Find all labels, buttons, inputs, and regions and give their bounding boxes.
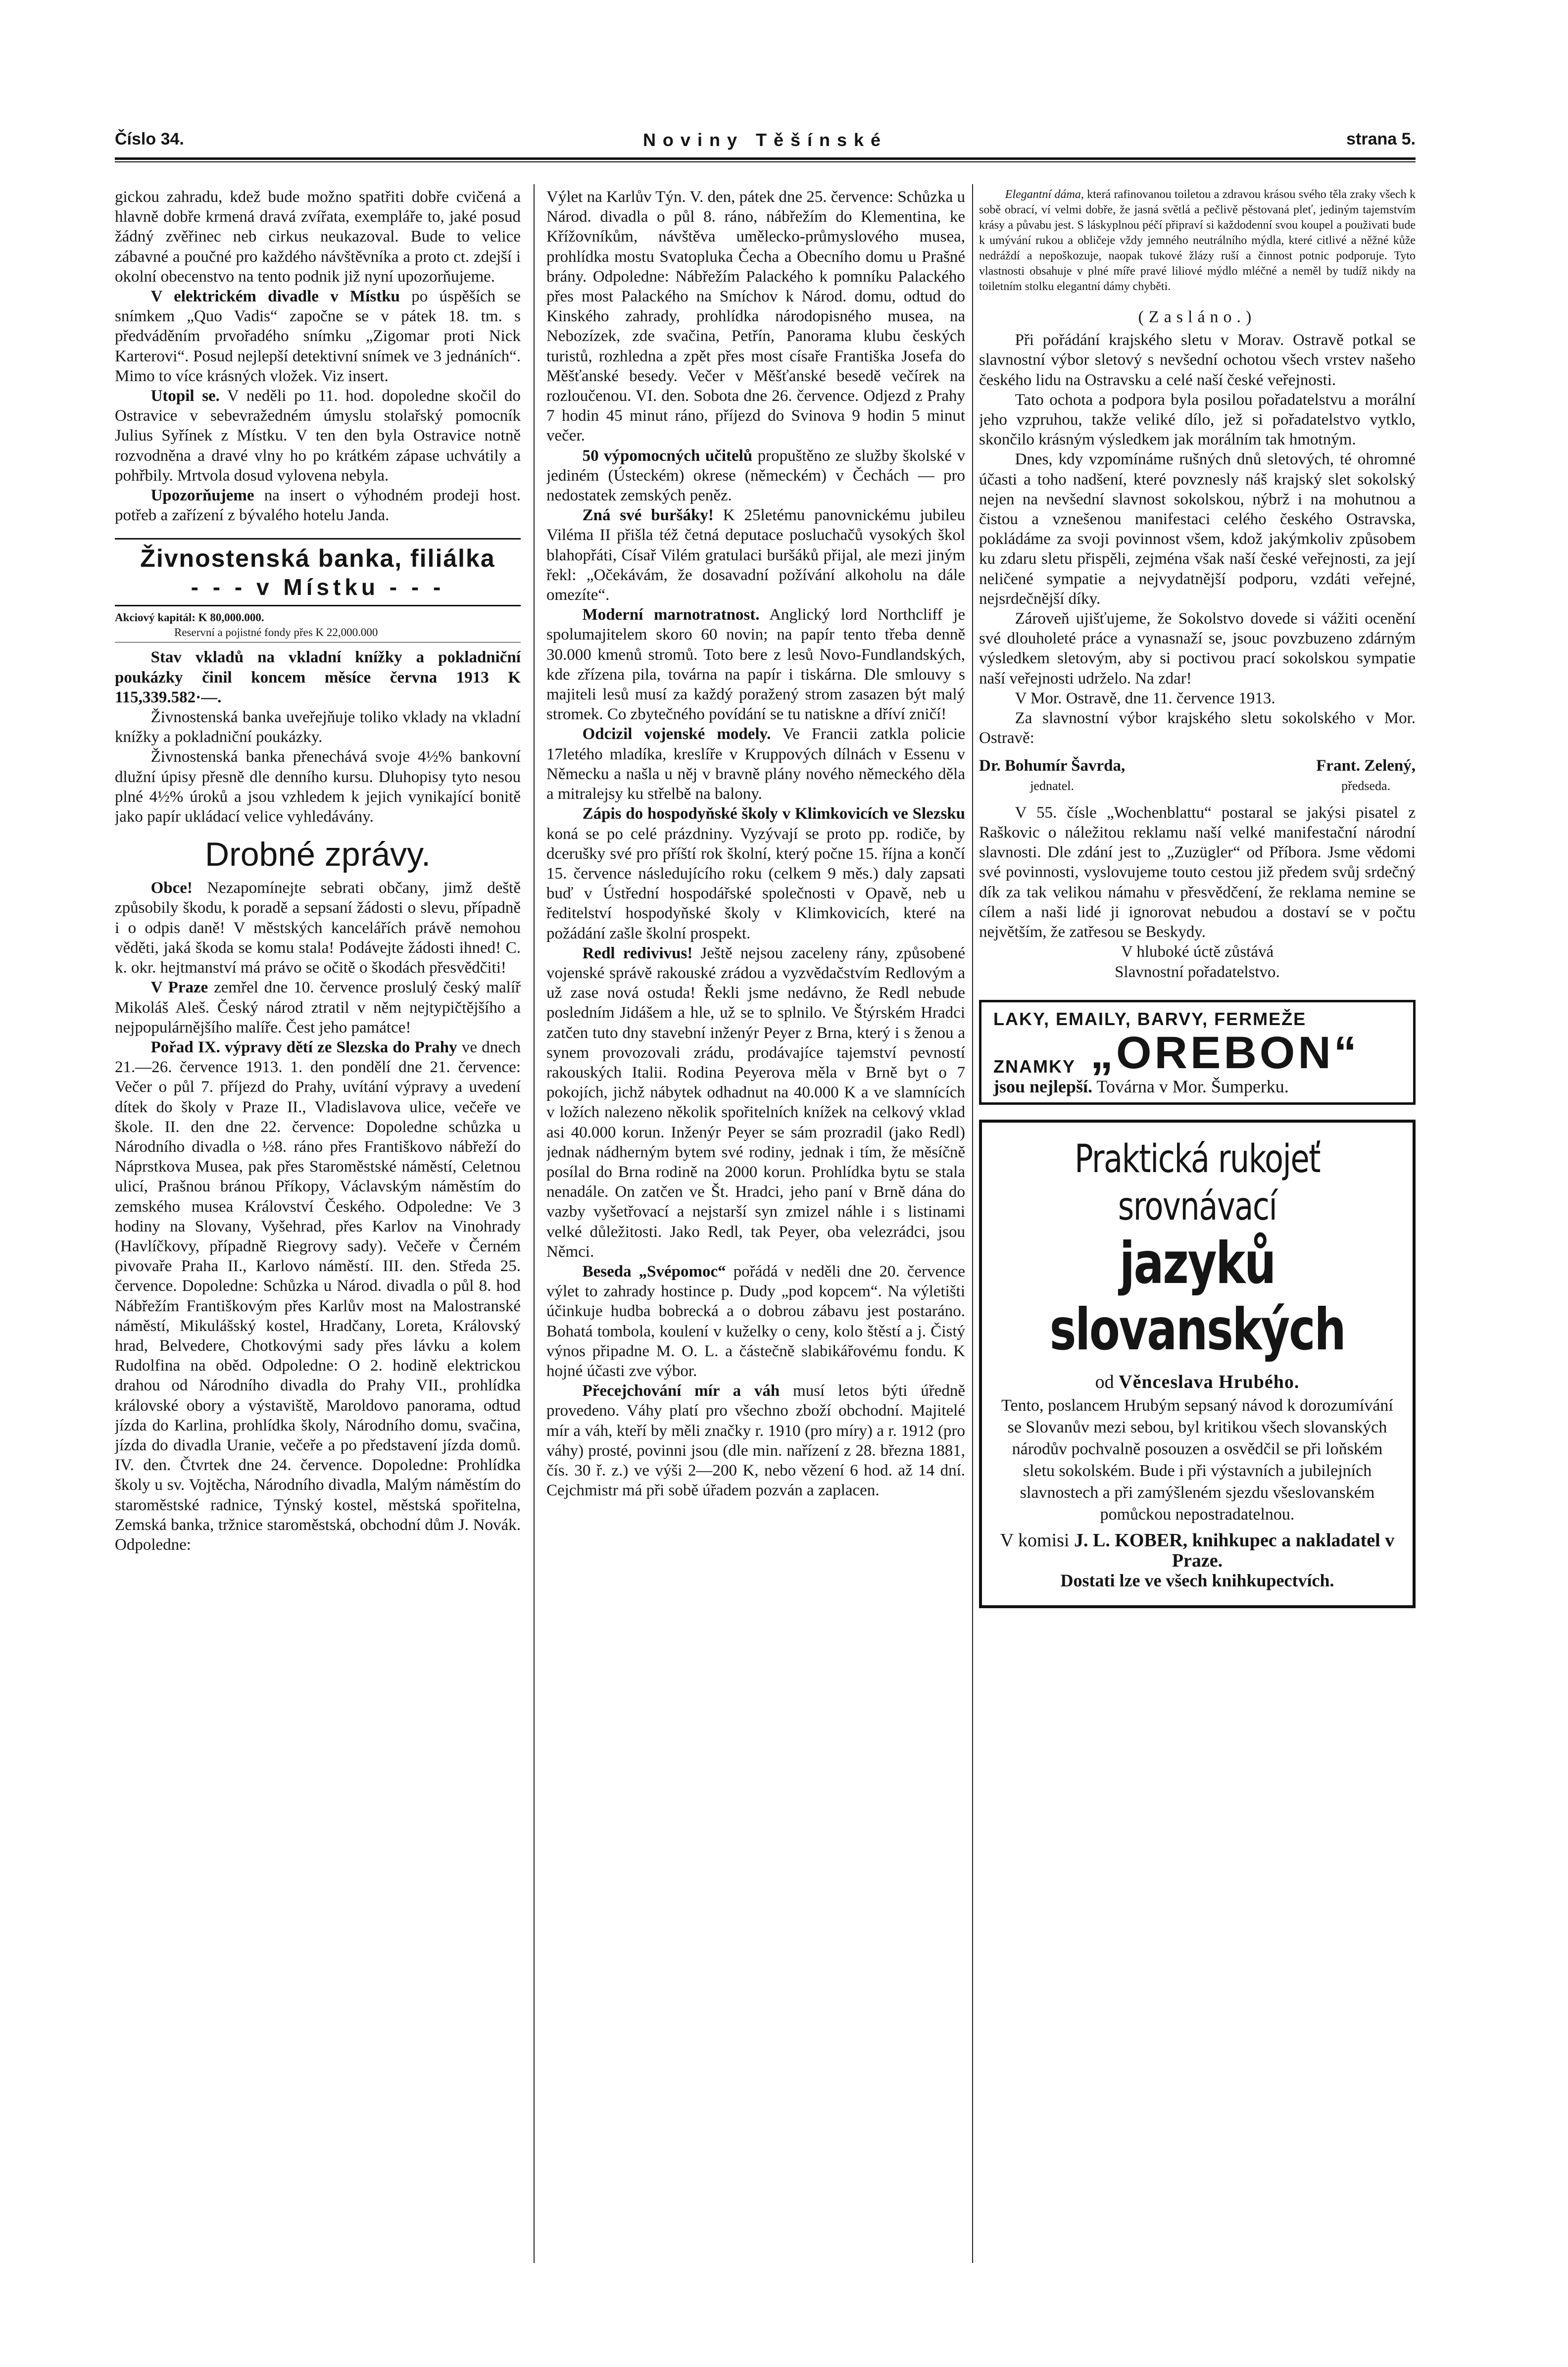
letter-paragraph: Zároveň ujišťujeme, že Sokolstvo dovede si vážiti ocenění své dlouholeté práce a vynasnaží se, jsouc povzbuzeno zdárným výsledkem sletovým, aby si poctivou prací sokolskou sympatie naší veřejnosti udrželo. Na zdar! [979,610,1416,688]
bank-paragraph: Živnostenská banka uveřejňuje toliko vklady na vkladní knížky a pokladniční poukázky. [115,708,521,746]
column-3 [979,187,1416,2261]
signature-name: Frant. Zelený, [1316,757,1416,775]
news-item [115,1037,521,1555]
letter-date: V Mor. Ostravě, dne 11. července 1913. [1015,689,1275,707]
signatures [979,756,1416,795]
bank-paragraph: Živnostenská banka přenechává svoje 4½% bankovní dlužní úpisy přesně dle denního kursu. Dluhopisy tyto nesou plné 4½% úroků a jsou vzhledem k jejich vynikající bonitě jako papír ukládací velice vyhledávány. [115,748,521,826]
bank-subtitle: - - - v Místku - - - [191,574,445,600]
newspaper-title: Noviny Těšínské [642,130,888,150]
section-heading: (Zasláno.) [1138,308,1257,326]
letter-paragraph: Dnes, kdy vzpomínáme rušných dnů sletových, té ohromné účasti a toho nadšení, které povznesly náš krajský slet sokolský nejen na nevšední slavnost sokolskou, nýbrž i na mohutnou a čistou a vznešenou manifestaci celého českého Ostravska, pokládáme za svoji povinnost všem, kdož jakýmkoliv způsobem ku zdaru sletu přispěli, zejména však naší české veřejnosti, za její neličené sympatie a nejvydatnější podporu, vzdáti veřejné, nejsrdečnější díky. [979,450,1416,608]
book-title-line2: jazyků slovanských [1049,1230,1345,1364]
letter-signoff: Za slavnostní výbor krajského sletu sokolského v Mor. Ostravě: [979,709,1416,747]
news-item-text: Anglický lord Northcliff je spolumajitelem skoro 60 novin; na papír tento třeba denně 30.000 kmenů stromů. Toto bere z lesů Novo-Fundlandských, kde zřízena pila, továrna na papír i tiskárna. Dle smlouvy s majiteli lesů musí za každý poražený strom zasazen být malý stromek. Co zbytečného povídání se tu natiskne a dříví zničí! [546,606,965,724]
orebon-advert [979,1000,1416,1105]
news-item-text: zemřel dne 10. července proslulý český malíř Mikoláš Aleš. Český národ ztratil v něm nejtypičtějšího a nejpopulárnějšího malíře. Čest jeho památce! [115,979,521,1036]
article-drowned-lead: Utopil se. [150,387,220,405]
news-item-text: propuštěno ze služby školské v jediném (Ústeckém) okrese (německém) v Čechách — pro nedostatek zemských peněz. [546,446,965,505]
news-item-lead: Zná své buršáky! [582,506,714,525]
orebon-brand-row [993,1029,1401,1077]
signature-role: jednatel. [1030,778,1075,793]
book-author [997,1372,1398,1392]
column-2 [546,187,965,2261]
news-item [546,446,965,506]
bank-rule-top [115,538,521,540]
book-advert [979,1120,1416,1608]
letter-closing: V hluboké úctě zůstává [1121,943,1274,961]
soap-advert [979,187,1416,295]
column-1 [115,187,521,2261]
news-item-text: K 25letému panovnickému jubileu Viléma II přišla též četná deputace posluchačů vysokých škol blahopřáti, Císař Vilém gratulaci buršáků přijal, ale mezi jiným řekl: „Očekávám, že dosavadní požívání alkoholu na dále omezíte“. [546,506,965,604]
issue-number: Číslo 34. [115,130,184,148]
signature-block [979,756,1125,795]
news-item-text: musí letos býti úředně provedeno. Váhy platí pro všechno zboží obchodní. Majitelé mír a váh, kteří by měli značky r. 1910 (pro míry) a r. 1912 (pro váhy) prosté, povinni jsou (dle min. nařízení z 28. března 1881, čís. 30 ř. z.) ve výši 2—200 K, nebo vězení 6 hod. až 14 dní. Cejchmistr má při sobě úřadem pozván a zaplacen. [546,1382,965,1500]
article-drowned [115,386,521,486]
news-item-lead: Zápis do hospodyňské školy v Klimkovicích ve Slezsku [582,805,965,823]
news-item-text: koná se po celé prázdniny. Vyzývají se proto pp. rodiče, by dcerušky své pro příští rok školní, který počne 15. října a končí 15. července následujícího roku (celkem 9 měs.) daly zapsati buď v Ústřední hospodářské společnosti v Opavě, neb u ředitelství hospodyňské školy v Klimkovicích, které na požádání zašle školní prospekt. [546,825,965,942]
bank-rule-bottom [115,605,521,606]
news-item [546,943,965,1262]
header-rule [115,157,1416,160]
bank-capital: Akciový kapitál: K 80,000.000. [115,611,264,624]
news-item: Výlet na Karlův Týn. V. den, pátek dne 25. července: Schůzka u Národ. divadla o půl 8. ráno, nábřežím do Klementina, ke Křížovníkům, návštěva umělecko-průmyslového musea, prohlídka mostu Svatopluka Čecha a Obecního domu u Prašné brány. Odpoledne: Nábřežím Palackého k pomníku Palackého přes most Palackého na Smíchov k Národ. domu, odtud do Kinského zahrady, prohlídka národopisného musea, na Nebozízek, zde svačina, Petřín, Panorama klubu českých turistů, rozhledna a zpět přes most císaře Františka Josefa do Měšťanské besedy. Večer v Měšťanské besedě večírek na rozloučenou. VI. den. Sobota dne 26. července. Odjezd z Prahy 7 hodin 45 minut ráno, příjezd do Svinova 9 hodin 5 minut večer. [546,188,965,445]
news-item [546,724,965,804]
news-item [546,605,965,724]
orebon-tagline [993,1077,1401,1096]
signature-block [1316,756,1416,795]
news-item-lead: Odcizil vojenské modely. [582,725,771,743]
news-item-lead: Moderní marnotratnost. [582,606,760,624]
letter-signature: Slavnostní pořadatelstvo. [1115,963,1280,981]
news-item-lead: Obce! [150,879,193,897]
signature-role: předseda. [1341,778,1391,793]
page-header [115,130,1416,159]
news-item-lead: Beseda „Svépomoc“ [582,1262,726,1281]
article-notice [115,486,521,525]
news-item-text: ve dnech 21.—26. července 1913. 1. den pondělí dne 21. července: Večer o půl 7. příjezd do Prahy, uvítání výpravy a uvedení dítek do školy v Praze II., Vladislavova ulice, večeře ve škole. II. den dne 22. července: Dopoledne schůzka u Národního divadla o ½8. ráno přes Františkovo nábřeží do Náprstkova Musea, pak přes Staroměstské náměstí, Celetnou ulicí, Prašnou bránou Příkopy, Václavským náměstím do zemského musea Království Českého. Odpoledne: Ve 3 hodiny na Slovany, Vyšehrad, přes Karlov na Vinohrady (Havlíčkovy, případně Riegrovy sady). Večeře v Černém pivovaře Praha II., Karlovo náměstí. III. den. Středa 25. července. Dopoledne: Schůzka u Národ. divadla o půl 8. hod Nábřežím Františkovým přes Karlův most na Malostranské náměstí, Mikulášský kostel, Hradčany, Loreta, Královský hrad, Belvedere, Chotkovými sady přes lávku a kolem Rudolfina na oběd. Odpoledne: O 2. hodině elektrickou drahou od Národního divadla do Prahy VII., prohlídka královské obory a výstaviště, Maroldovo panorama, odtud jízda do Karlina, prohlídka školy, Národního domu, svačina, jízda do divadla Uranie, večeře a po představení jízda domů. IV. den. Čtvrtek dne 24. července. Dopoledne: Prohlídka školy u sv. Vojtěcha, Národního divadla, Malým náměstím do staroměstské radnice, Týnský kostel, městská spořitelna, Zemská banka, tržnice staroměstská, obchodní dům J. Novák. Odpoledne: [115,1038,521,1554]
bank-paragraph: Stav vkladů na vkladní knížky a pokladniční poukázky činil koncem měsíce června 1913 K 115,339.582·—. [115,648,521,706]
section-heading: Drobné zprávy. [204,836,431,874]
book-author-name: Věnceslava Hrubého. [1119,1372,1300,1393]
article-notice-text: na insert o výhodném prodeji host. potřeb a zařízení z bývalého hotelu Janda. [115,487,521,525]
news-item [546,505,965,605]
news-item [115,878,521,978]
news-item-text: Ještě nejsou zaceleny rány, způsobené vojenské správě rakouské zrádou a vyzvědačstvím Redlovým a už zase nová ostuda! Řekli jsme nedávno, že Redl nebude posledním Jidášem a hle, už se to splnilo. Ve Štýrském Hradci zatčen tuto dny stavební inženýr Peyer z Brna, který i s ženou a synem provozovali zrádu, prodávajíce tajemství pevností rakouských Italii. Rodina Peyerova měla v Brně byt o 7 pokojích, jichž nábytek odhadnut na 40.000 K a ve slamnících v ložích nalezeno několik spořitelních knížek na celkový vklad asi 40.000 korun. Inženýr Peyer se sám prozradil (jako Redl) jednak nádherným bytem své rodiny, jednak i tím, že měsíčně posílal do Brna rodině na 2000 korun. Prohlídka bytu se stala nenadále. On zatčen ve Št. Hradci, jeho paní v Brně dána do vazby vyšetřovací a nejstarší syn zmizel náhle i s listinami velké důležitosti. Jako Redl, tak Peyer, oba velezrádci, jsou Němci. [546,944,965,1261]
book-description: Tento, poslancem Hrubým sepsaný návod k dorozumívání se Slovanův mezi sebou, byl kritikou všech slovanských národův pochvalně posouzen a osvědčil se při loňském sletu sokolském. Bude i při výstavních a jubilejních slavnostech a při zamýšleném sjezdu všeslovanském pomůckou nepostradatelnou. [1001,1396,1393,1524]
article-zoo: gickou zahradu, kdež bude možno spatřiti dobře cvičená a hlavně dobře krmená dravá zvířata, exempláře to, jaké posud žádný zvěřinec neb cirkus neukazoval. Bude to velice zábavné a poučné pro každého návštěvníka a proto ct. zdejší i okolní obecenstvo na tento podnik již nyní upozorňujeme. [115,188,521,286]
letter-paragraph: Tato ochota a podpora byla posilou pořadatelstvu a morální jeho vzpruhou, takže veliké dílo, jež si pořadatelstvo vytklo, skončilo krásným výsledkem jak morálním tak hmotným. [979,391,1416,449]
letter-paragraph: V 55. čísle „Wochenblattu“ postaral se jakýsi pisatel z Raškovic o náležitou reklamu naší velké manifestační národní slavnosti. Dle zdání jest to „Zuzügler“ od Příbora. Jsme vědomi své povinnosti, vyslovujeme touto cestou již předem svůj srdečný dík za tak velikou námahu v přesvědčení, že reklama nemine se cílem a naši lidé ji ignorovat nebudou a dostaví se v počtu největším, že zatřesou se Beskydy. [979,803,1416,941]
page-number: strana 5. [1346,130,1416,148]
article-cinema-lead: V elektrickém divadle v Místku [150,288,400,306]
soap-advert-text: která rafinovanou toiletou a zdravou krásou svého těla zraky všech k sobě obrací, ví velmi dobře, že jasná světlá a pečlivě pěstovaná pleť, jediným tajemstvím krásy a půvabu jest. S láskyplnou péčí připraví si každodenní svou koupel a použivati bude k umývání rukou a obličeje vždy jemného neutrálního mýdla, které citlivé a něžné kůže nedráždí a nepoškozuje, naopak tukové žlázy ruší a činnost potnic podporuje. Tyto vlastnosti obsahuje v plné míře pravé liliové mýdlo mléčné a neměl by tudíž nikdy na toiletním stolku elegantní dámy chyběti. [979,188,1416,293]
news-item-lead: Přecejchování mír a váh [582,1382,780,1400]
news-item-text: pořádá v neděli dne 20. července výlet to zahrady hostince p. Dudy „pod kopcem“. Na výletišti účinkuje hudba bobrecká a o dobrou zábavu jest postaráno. Bohatá tombola, koulení v kuželky o ceny, kolo štěstí a j. Čistý výnos připadne M. O. L. a částečně slabikářovému fondu. K hojné účasti zve výbor. [546,1262,965,1380]
orebon-products: LAKY, EMAILY, BARVY, FERMEŽE [993,1008,1307,1029]
book-title-line1: Praktická rukojeť srovnávací [1074,1137,1321,1230]
book-availability: Dostati lze ve všech knihkupectvích. [1060,1570,1334,1590]
signature-name: Dr. Bohumír Šavrda, [979,757,1126,775]
soap-advert-lead: Elegantní dáma, [1005,188,1084,201]
column-divider [972,184,973,2263]
news-item-lead: 50 výpomocných učitelů [582,446,753,465]
bank-title: Živnostenská banka, filiálka [140,544,495,573]
article-cinema [115,287,521,386]
article-notice-lead: Upozorňujeme [150,487,254,505]
news-item-text: Nezapomínejte sebrati občany, jimž deště způsobily škodu, k poradě a sepsaní žádosti o slevu, případně i o odpis daně! V městských kancelářích právě nemohou věděti, jaká škoda se komu stala! Podávejte žádosti ihned! C. k. okr. hejtmanství má právo se očitě o škodách přesvědčiti! [115,879,521,977]
orebon-brand: „OREBON“ [1090,1027,1360,1078]
orebon-factory: Továrna v Mor. Šumperku. [1092,1076,1289,1096]
news-item-text: Ve Francii zatkla policie 17letého mladíka, kreslíře v Kruppových dílnách v Essenu v Německu a našla u něj v bravně plány nového německého děla a mitralejsy ku střelbě na balony. [546,725,965,803]
book-publisher-name: J. L. KOBER, knihkupec a nakladatel v Praze. [1074,1530,1395,1571]
letter-paragraph: Při pořádání krajského sletu v Morav. Ostravě potkal se slavnostní výbor sletový s nevšední ochotou všech vrstev našeho českého lidu na Ostravsku a celé naší české veřejnosti. [979,331,1416,389]
article-cinema-text: po úspěších se snímkem „Quo Vadis“ započne se v pátek 18. tm. s předváděním prvořadého snímku „Zigomar proti Nick Karterovi“. Posud nejlepší detektivní snímek ve 3 jednáních“. Mimo to více krásných vložek. Viz insert. [115,288,521,385]
news-item-lead: V Praze [150,979,208,997]
orebon-label: ZNAMKY [993,1056,1076,1077]
article-drowned-text: V neděli po 11. hod. dopoledne skočil do Ostravice v sebevražedném úmyslu stolařský pomocník Julius Syřínek z Místku. V ten den byla Ostravice notně rozvodněna a dravé vlny ho po krátkém zápase uchvátily a pohřbily. Mrtvola dosud vylovena nebyla. [115,387,521,485]
news-item [546,1381,965,1500]
header-rule-thin [115,161,1416,162]
book-publisher-prefix: V komisi [1000,1530,1074,1551]
news-item-lead: Redl redivivus! [582,944,693,962]
bank-advert [115,538,521,827]
bank-reserves: Reservní a pojistné fondy přes K 22,000.000 [174,626,378,639]
book-publisher [997,1530,1398,1570]
news-item [546,804,965,943]
news-item [546,1262,965,1381]
orebon-tagline-bold: jsou nejlepší. [993,1076,1093,1096]
book-author-prefix: od [1095,1372,1119,1393]
column-divider [534,184,535,2263]
news-item-lead: Pořad IX. výpravy dětí ze Slezska do Prahy [150,1038,457,1056]
news-item [115,978,521,1037]
